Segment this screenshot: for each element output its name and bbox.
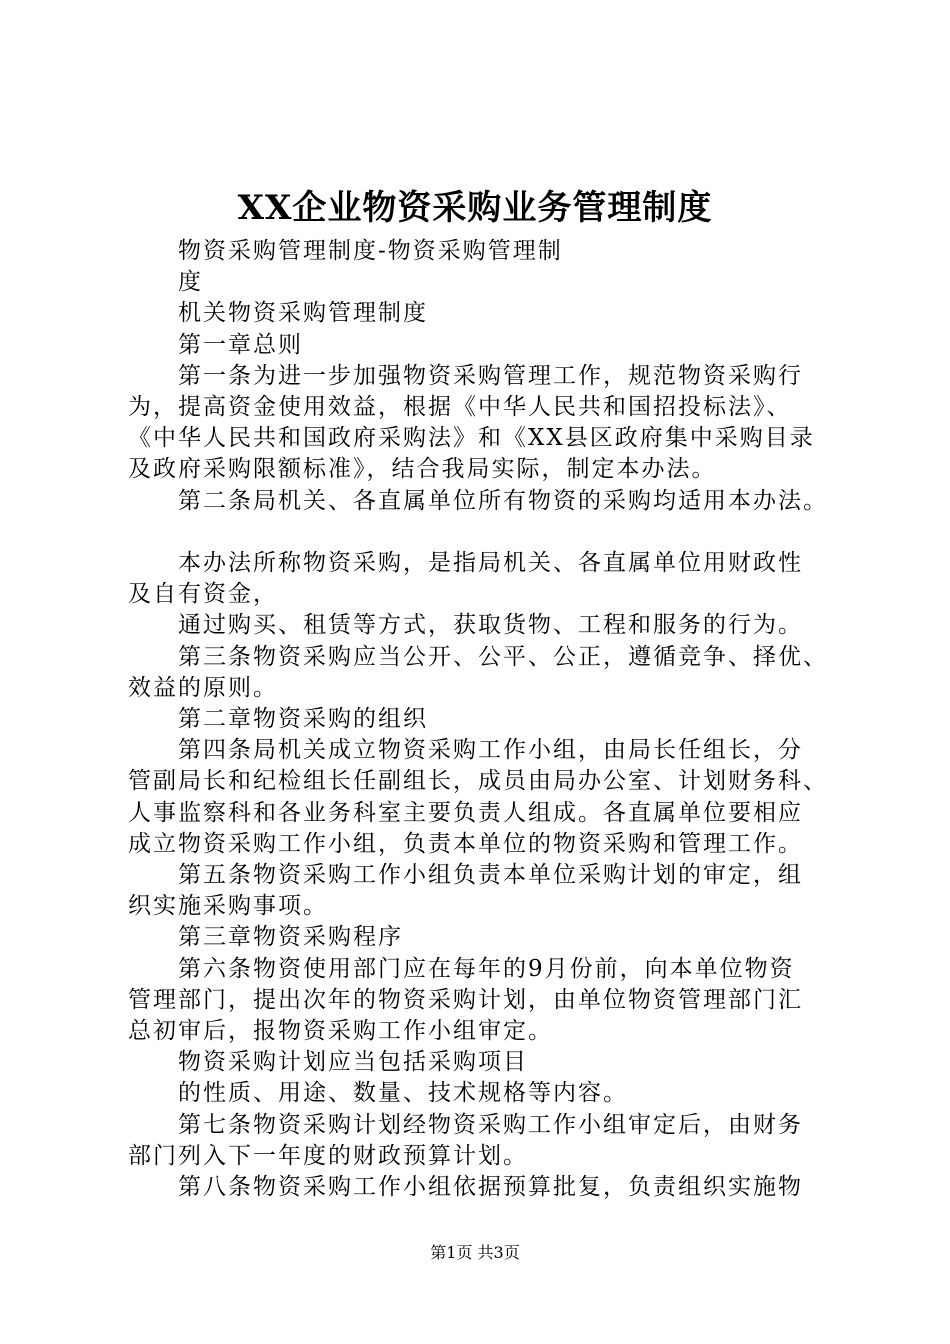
body-line: 物资采购管理制度-物资采购管理制 [128, 238, 563, 264]
body-line: 第一章总则 [128, 331, 303, 358]
body-line: 《中华人民共和国政府采购法》和《XX县区政府集中采购目录 [128, 425, 815, 452]
body-line: 成立物资采购工作小组，负责本单位的物资采购和管理工作。 [128, 830, 803, 857]
body-line: 第一条为进一步加强物资采购管理工作，规范物资采购行 [128, 362, 803, 389]
page-footer: 第1页 共3页 [430, 1243, 520, 1262]
body-line: 第二章物资采购的组织 [128, 706, 428, 733]
body-line: 管副局长和纪检组长任副组长，成员由局办公室、计划财务科、 [128, 768, 828, 795]
body-line: 织实施采购事项。 [128, 893, 328, 920]
body-line: 第八条物资采购工作小组依据预算批复，负责组织实施物 [128, 1174, 803, 1201]
document-body [128, 236, 850, 1203]
body-line: 机关物资采购管理制度 [128, 300, 428, 327]
body-line: 物资采购计划应当包括采购项目 [128, 1049, 528, 1076]
body-line: 度 [128, 269, 203, 296]
body-line: 第三章物资采购程序 [128, 924, 403, 951]
document-title: XX企业物资采购业务管理制度 [237, 188, 713, 228]
body-line: 第五条物资采购工作小组负责本单位采购计划的审定，组 [128, 862, 803, 889]
body-line: 第三条物资采购应当公开、公平、公正，遵循竞争、择优、 [128, 643, 828, 670]
body-line: 本办法所称物资采购，是指局机关、各直属单位用财政性 [128, 550, 803, 577]
body-line: 第七条物资采购计划经物资采购工作小组审定后，由财务 [128, 1111, 803, 1138]
body-line: 为，提高资金使用效益，根据《中华人民共和国招投标法》、 [128, 394, 792, 421]
body-line: 通过购买、租赁等方式，获取货物、工程和服务的行为。 [128, 612, 803, 639]
body-line: 第二条局机关、各直属单位所有物资的采购均适用本办法。 [128, 487, 828, 514]
body-line: 的性质、用途、数量、技术规格等内容。 [128, 1080, 628, 1107]
body-line: 人事监察科和各业务科室主要负责人组成。各直属单位要相应 [128, 799, 803, 826]
body-line: 第六条物资使用部门应在每年的9月份前，向本单位物资 [128, 955, 795, 982]
body-line: 总初审后，报物资采购工作小组审定。 [128, 1018, 553, 1045]
body-line: 及自有资金， [128, 581, 278, 608]
body-line: 效益的原则。 [128, 674, 278, 701]
body-line: 第四条局机关成立物资采购工作小组，由局长任组长，分 [128, 737, 803, 764]
body-line: 管理部门，提出次年的物资采购计划，由单位物资管理部门汇 [128, 986, 803, 1013]
body-line: 部门列入下一年度的财政预算计划。 [128, 1142, 528, 1169]
body-line: 及政府采购限额标准》，结合我局实际，制定本办法。 [128, 456, 717, 483]
body-line [128, 517, 850, 548]
